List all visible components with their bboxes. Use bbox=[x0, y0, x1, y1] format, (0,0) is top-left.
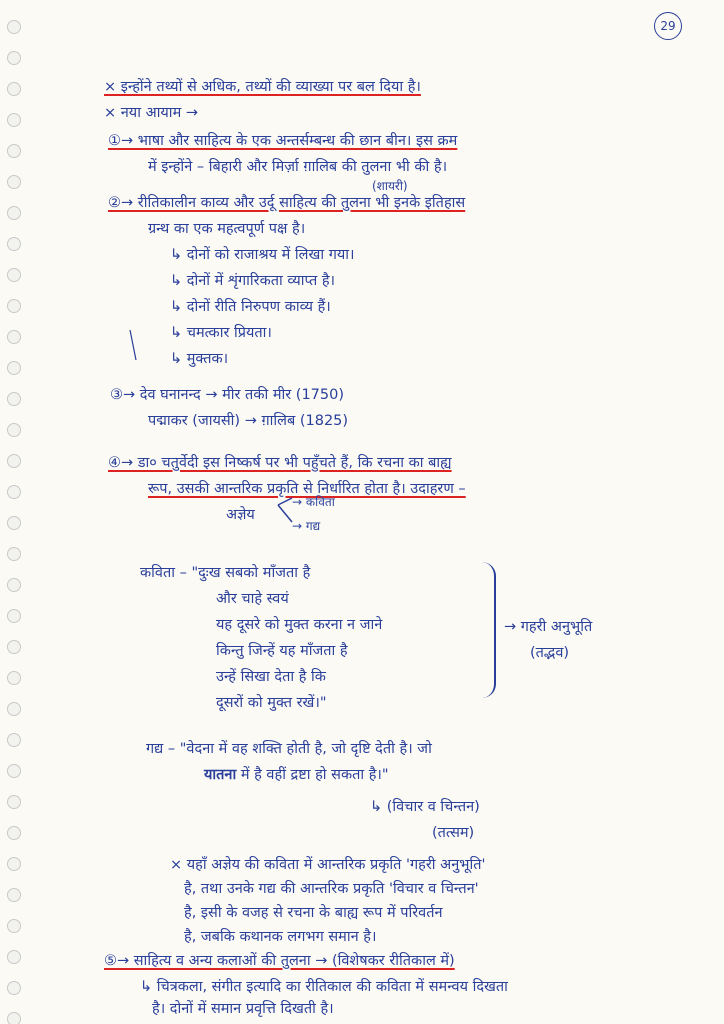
note-line: किन्तु जिन्हें यह माँजता है bbox=[216, 643, 348, 659]
note-line: (तत्सम) bbox=[432, 825, 475, 841]
note-line: × इन्होंने तथ्यों से अधिक, तथ्यों की व्याख्या पर बल दिया है। bbox=[104, 79, 421, 95]
note-line: ↳ दोनों को राजाश्रय में लिखा गया। bbox=[170, 247, 355, 263]
note-line: उन्हें सिखा देता है कि bbox=[216, 669, 326, 685]
page-number: 29 bbox=[654, 12, 682, 40]
note-line: (तद्भव) bbox=[530, 645, 570, 661]
note-line: (शायरी) bbox=[372, 179, 408, 193]
note-line: यह दूसरे को मुक्त करना न जाने bbox=[216, 617, 383, 633]
note-line: रूप, उसकी आन्तरिक प्रकृति से निर्धारित होता है। उदाहरण – bbox=[148, 481, 466, 497]
note-line: ↳ दोनों में शृंगारिकता व्याप्त है। bbox=[170, 273, 336, 289]
note-line: पद्माकर (जायसी) → ग़ालिब (1825) bbox=[148, 413, 349, 429]
note-line: ↳ चित्रकला, संगीत इत्यादि का रीतिकाल की कविता में समन्वय दिखता bbox=[140, 979, 508, 995]
note-line: है। दोनों में समान प्रवृत्ति दिखती है। bbox=[152, 1001, 334, 1017]
note-line: अज्ञेय bbox=[226, 507, 255, 523]
note-line: गद्य – "वेदना में वह शक्ति होती है, जो दृष्टि देती है। जो bbox=[146, 741, 432, 757]
note-line: ↳ (विचार व चिन्तन) bbox=[370, 799, 480, 815]
note-line: ↳ दोनों रीति निरुपण काव्य हैं। bbox=[170, 299, 331, 315]
note-line: × नया आयाम → bbox=[104, 105, 198, 121]
note-line: ग्रन्थ का एक महत्वपूर्ण पक्ष है। bbox=[148, 221, 306, 237]
note-line: ②→ रीतिकालीन काव्य और उर्दू साहित्य की तुलना भी इनके इतिहास bbox=[108, 195, 466, 211]
note-line: है, जबकि कथानक लगभग समान है। bbox=[184, 929, 377, 945]
note-line: ③→ देव घनानन्द → मीर तकी मीर (1750) bbox=[110, 387, 345, 403]
note-line: → गद्य bbox=[292, 519, 321, 533]
note-line: ④→ डा० चतुर्वेदी इस निष्कर्ष पर भी पहुँचते हैं, कि रचना का बाह्य bbox=[108, 455, 452, 471]
note-line: ⑤→ साहित्य व अन्य कलाओं की तुलना → (विशेषकर रीतिकाल में) bbox=[104, 953, 455, 969]
note-line: ↳ मुक्तक। bbox=[170, 351, 229, 367]
note-line: है, इसी के वजह से रचना के बाह्य रूप में परिवर्तन bbox=[184, 905, 443, 921]
note-line: कविता – "दुःख सबको माँजता है bbox=[140, 565, 311, 581]
note-line: यातना में है वहीं द्रष्टा हो सकता है।" bbox=[204, 767, 389, 783]
note-line: ↳ चमत्कार प्रियता। bbox=[170, 325, 272, 341]
note-line: × यहाँ अज्ञेय की कविता में आन्तरिक प्रकृति 'गहरी अनुभूति' bbox=[170, 857, 486, 873]
margin-stroke bbox=[130, 330, 136, 360]
note-line: है, तथा उनके गद्य की आन्तरिक प्रकृति 'विचार व चिन्तन' bbox=[184, 881, 479, 897]
note-line: में इन्होंने – बिहारी और मिर्ज़ा ग़ालिब की तुलना भी की है। bbox=[148, 159, 448, 175]
note-line: → गहरी अनुभूति bbox=[504, 619, 593, 635]
note-line: दूसरों को मुक्त रखें।" bbox=[216, 695, 327, 711]
note-line: → कविता bbox=[292, 495, 335, 509]
note-line: ①→ भाषा और साहित्य के एक अन्तर्सम्बन्ध की छान बीन। इस क्रम bbox=[108, 133, 458, 149]
note-line: और चाहे स्वयं bbox=[216, 591, 289, 607]
fork-arrow bbox=[278, 498, 292, 522]
